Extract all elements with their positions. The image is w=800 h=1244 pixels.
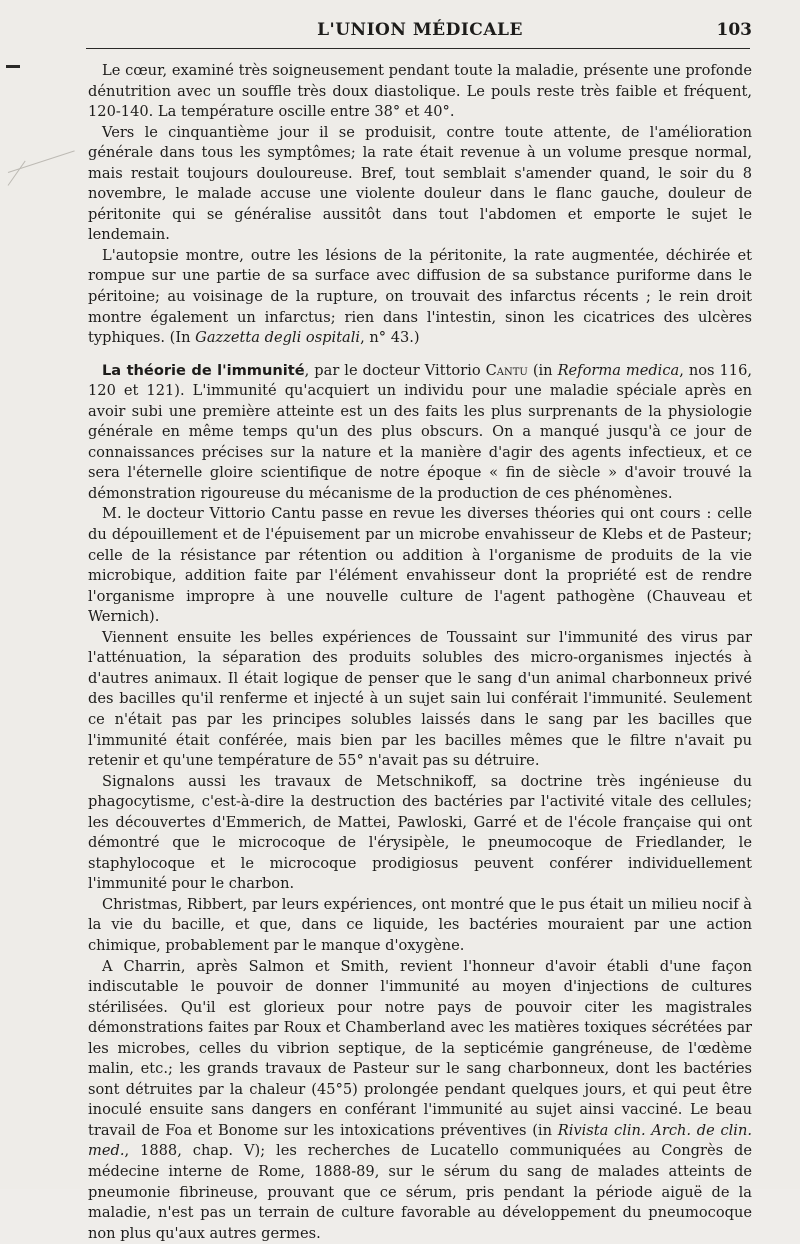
journal-citation: Reforma medica (557, 361, 680, 379)
section-title: La théorie de l'immunité (102, 361, 305, 379)
paragraph: Vers le cinquantième jour il se produisit, contre toute attente, de l'amélioration générale dans tous les symptômes; la rate était revenue à un volume presque normal, mais restait toujours douloureuse. Bref, tout semblait s'amender quand, le soir du 8 novembre, le malade accuse une violente douleur dans le flanc gauche, douleur de péritonite qui se généralise aussitôt dans tout l'abdomen et emporte le sujet le lendemain. (88, 123, 752, 244)
paragraph-text: A Charrin, après Salmon et Smith, revient l'honneur d'avoir établi d'une façon indiscutable le pouvoir de donner l'immunité au moyen d'injections de cultures stérilisées. Qu'il est glorieux pour notre pays de pouvoir citer les magistrales démonstrations faites par Roux et Chamberland avec les matières toxiques sécrétées par les microbes, celles du vibrion septique, de la septicémie gangréneuse, de l'œdème malin, etc.; les grands travaux de Pasteur sur le sang charbonneux, dont les bactéries sont détruites par la chaleur (45°5) prolongée pendant quelques jours, et qui peut être inoculé ensuite sans dangers en conférant l'immunité au sujet ainsi vacciné. Le beau travail de Foa et Bonome sur les intoxications préventives (in (88, 957, 752, 1139)
paragraph (88, 246, 752, 349)
paragraph (88, 361, 752, 505)
header-rule (86, 48, 750, 49)
running-title: L'UNION MÉDICALE (317, 20, 523, 40)
paragraph (88, 957, 752, 1244)
paragraph-text: (in (527, 361, 558, 379)
paragraph-text: L'autopsie montre, outre les lésions de la péritonite, la rate augmentée, déchirée et rompue sur une partie de sa surface avec diffusion de sa substance puriforme dans le péritoine; au voisinage de la rupture, on trouvait des infarctus récents ; le rein droit montre également un infarctus; rien dans l'intestin, sinon les cicatrices des ulcères typhiques. (In (88, 246, 752, 347)
paragraph: Signalons aussi les travaux de Metschnikoff, sa doctrine très ingénieuse du phagocytisme, c'est-à-dire la destruction des bactéries par l'activité vitale des cellules; les découvertes d'Emmerich, de Mattei, Pawloski, Garré et de l'école française qui ont démontré que le microcoque de l'érysipèle, le pneumocoque de Friedlander, le staphylocoque et le microcoque prodigiosus peuvent conférer individuellement l'immunité pour le charbon. (88, 772, 752, 893)
paragraph-text: , n° 43.) (360, 329, 420, 347)
paragraph-text: , nos 116, 120 et 121). L'immunité qu'acquiert un individu pour une maladie spéciale après en avoir subi une première atteinte est un des faits les plus surprenants de la physiologie générale en même temps qu'un des plus obscurs. On a manqué jusqu'à ce jour de connaissances précises sur la nature et la manière d'agir des agents infectieux, et ce sera l'éternelle gloire scientifique de notre époque « fin de siècle » d'avoir trouvé la démonstration rigoureuse du mécanisme de la production de ces phénomènes. (88, 361, 752, 502)
page-number: 103 (716, 20, 752, 40)
paragraph-text: , 1888, chap. V); les recherches de Lucatello communiquées au Congrès de médecine interne de Rome, 1888-89, sur le sérum du sang de malades atteints de pneumonie fibrineuse, prouvant que ce sérum, pris pendant la période aiguë de la maladie, n'est pas un terrain de culture favorable au développement du pneumocoque non plus qu'aux autres germes. (88, 1142, 752, 1242)
page-header (88, 18, 752, 44)
journal-citation: Rivista clin. Arch. de clin. med. (88, 1121, 752, 1160)
paragraph: Christmas, Ribbert, par leurs expériences, ont montré que le pus était un milieu nocif à la vie du bacille, et que, dans ce liquide, les bactéries mouraient par une action chimique, probablement par le manque d'oxygène. (88, 895, 752, 954)
author-name: Cantu (485, 361, 528, 379)
paragraph: Le cœur, examiné très soigneusement pendant toute la maladie, présente une profonde dénutrition avec un souffle très doux diastolique. Le pouls reste très faible et fréquent, 120-140. La température oscille entre 38° et 40°. (88, 62, 752, 121)
margin-mark (6, 65, 20, 68)
paragraph-text: , par le docteur Vittorio (304, 361, 486, 379)
paragraph: Viennent ensuite les belles expériences de Toussaint sur l'immunité des virus par l'atténuation, la séparation des produits solubles des micro-organismes injectés à d'autres animaux. Il était logique de penser que le sang d'un animal charbonneux privé des bacilles qu'il renferme et injecté à un sujet sain lui conférait l'immunité. Seulement ce n'était pas par les principes solubles laissés dans le sang par les bacilles que l'immunité était conférée, mais bien par les bacilles mêmes que le filtre n'avait pu retenir et qu'une température de 55° n'avait pas su détruire. (88, 628, 752, 770)
article-body (88, 61, 752, 1244)
paragraph: M. le docteur Vittorio Cantu passe en revue les diverses théories qui ont cours : celle du dépouillement et de l'épuisement par un microbe envahisseur de Klebs et de Pasteur; celle de la résistance par rétention ou addition à l'organisme de produits de la vie microbique, addition faite par l'élément envahisseur dont la propriété est de rendre l'organisme impropre à une nouvelle culture de l'agent pathogène (Chauveau et Wernich). (88, 505, 752, 626)
scan-pencil-stroke (8, 161, 26, 186)
journal-citation: Gazzetta degli ospitali (195, 329, 361, 347)
